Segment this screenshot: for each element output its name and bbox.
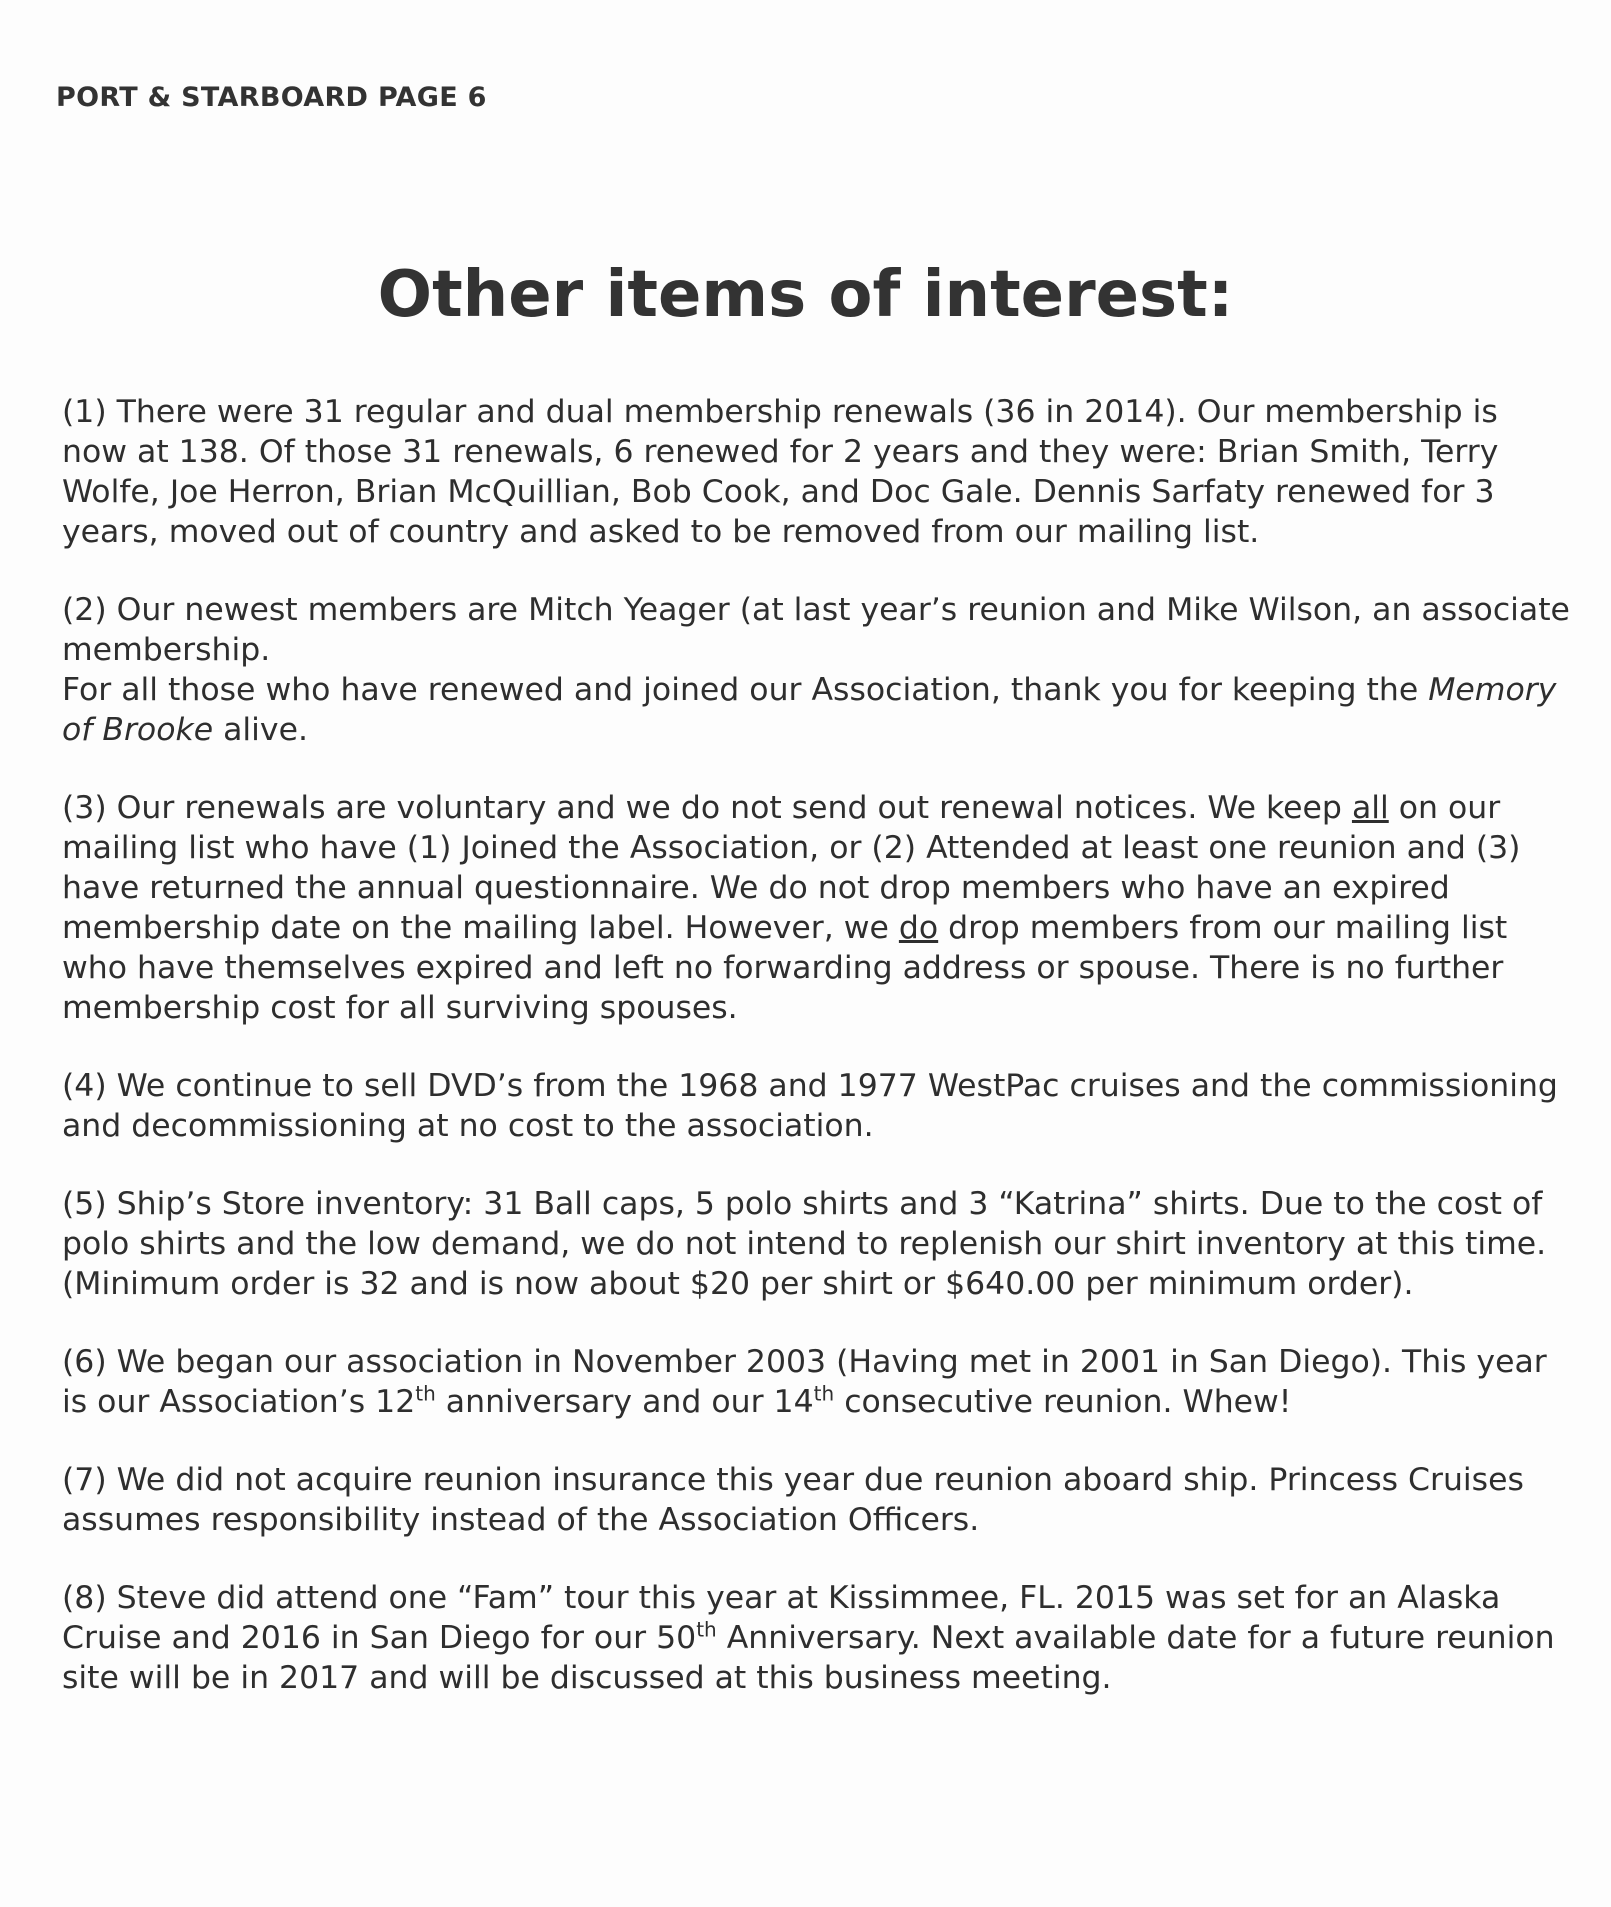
- list-item-2: [62, 590, 1572, 750]
- ordinal-suffix: th: [696, 1617, 717, 1642]
- item-3-part-c: drop members from our mailing list who have themselves expired and left no forwarding address or spouse. There is no further membership cost for all surviving spouses.: [62, 910, 1508, 1026]
- item-3-text: [62, 788, 1572, 1028]
- item-6-part-a: (6) We began our association in November 2003 (Having met in 2001 in San Diego). This year is our Association’s 12: [62, 1344, 1547, 1420]
- item-8-part-b: Anniversary. Next available date for a future reunion site will be in 2017 and will be discussed at this business meeting.: [62, 1620, 1555, 1696]
- item-1-text: (1) There were 31 regular and dual membership renewals (36 in 2014). Our membership is now at 138. Of those 31 renewals, 6 renewed for 2 years and they were: Brian Smith, Terry Wolfe, Joe Herron, Brian McQuillian, Bob Cook, and Doc Gale. Dennis Sarfaty renewed for 3 years, moved out of country and asked to be removed from our mailing list.: [62, 394, 1499, 550]
- list-item-3: [62, 788, 1572, 1028]
- item-2-text: (2) Our newest members are Mitch Yeager (at last year’s reunion and Mike Wilson, an associate membership.: [62, 592, 1570, 668]
- item-2-thanks-start: For all those who have renewed and joined our Association, thank you for keeping the: [62, 672, 1429, 708]
- item-2-thanks-end: alive.: [213, 712, 308, 748]
- ordinal-suffix: th: [415, 1381, 436, 1406]
- memory-of-brooke-italic: Memory of Brooke: [62, 672, 1557, 748]
- ordinal-suffix: th: [813, 1381, 835, 1406]
- item-7-text: (7) We did not acquire reunion insurance this year due reunion aboard ship. Princess Cruises assumes responsibility instead of the Association Officers.: [62, 1462, 1524, 1538]
- item-3-part-b: on our mailing list who have (1) Joined the Association, or (2) Attended at least one reunion and (3) have returned the annual questionnaire. We do not drop members who have an expired membership date on the mailing label. However, we: [62, 790, 1521, 946]
- item-2-thanks: [62, 670, 1572, 750]
- page-title: Other items of interest:: [377, 258, 1234, 332]
- item-8-text: [62, 1578, 1572, 1698]
- item-5-text: (5) Ship’s Store inventory: 31 Ball caps, 5 polo shirts and 3 “Katrina” shirts. Due to the cost of polo shirts and the low demand, we do not intend to replenish our shirt inventory at this time. (Minimum order is 32 and is now about $20 per shirt or $640.00 per minimum order).: [62, 1186, 1547, 1302]
- item-6-part-b: anniversary and our 14: [435, 1384, 814, 1420]
- list-item-6: [62, 1342, 1572, 1422]
- underlined-all: all: [1351, 790, 1389, 826]
- list-item-8: [62, 1578, 1572, 1698]
- list-item-1: [62, 392, 1572, 552]
- item-6-part-c: consecutive reunion. Whew!: [834, 1384, 1292, 1420]
- list-item-4: [62, 1066, 1572, 1146]
- item-6-text: [62, 1342, 1572, 1422]
- underlined-do: do: [898, 910, 939, 946]
- list-item-5: [62, 1184, 1572, 1304]
- items-list: [62, 392, 1572, 1736]
- list-item-7: [62, 1460, 1572, 1540]
- item-3-part-a: (3) Our renewals are voluntary and we do not send out renewal notices. We keep: [62, 790, 1352, 826]
- running-head: PORT & STARBOARD PAGE 6: [56, 82, 487, 113]
- item-8-part-a: (8) Steve did attend one “Fam” tour this year at Kissimmee, FL. 2015 was set for an Alaska Cruise and 2016 in San Diego for our 50: [62, 1580, 1501, 1656]
- item-4-text: (4) We continue to sell DVD’s from the 1968 and 1977 WestPac cruises and the commissioning and decommissioning at no cost to the association.: [62, 1068, 1558, 1144]
